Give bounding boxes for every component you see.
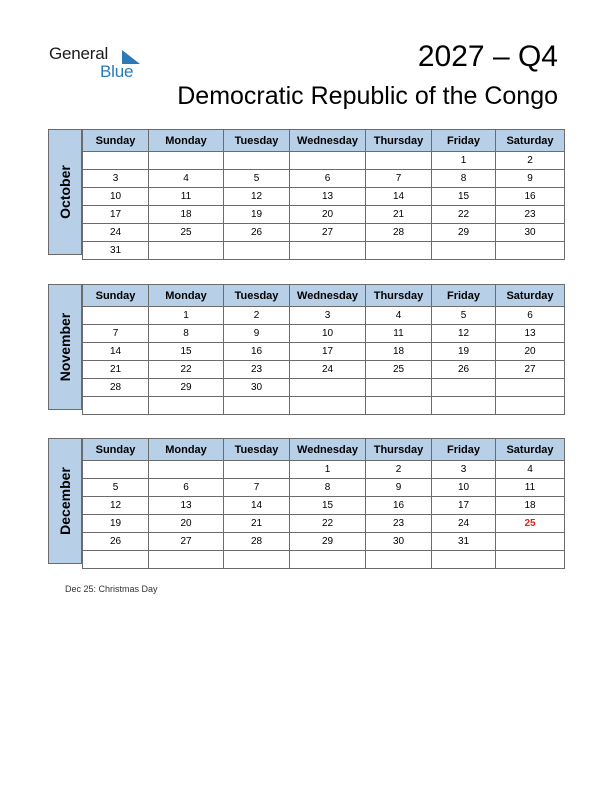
day-cell: 5: [224, 170, 290, 188]
day-cell: 24: [290, 361, 366, 379]
day-cell: 21: [83, 361, 149, 379]
day-cell: 7: [83, 325, 149, 343]
week-row: [83, 224, 565, 242]
day-cell: 22: [290, 515, 366, 533]
day-cell: 30: [224, 379, 290, 397]
day-cell: [432, 551, 496, 569]
day-cell: 14: [366, 188, 432, 206]
week-row: [83, 307, 565, 325]
weekday-header: Thursday: [366, 130, 432, 152]
week-row: [83, 533, 565, 551]
week-row: [83, 170, 565, 188]
country-name: Democratic Republic of the Congo: [177, 82, 558, 110]
day-cell: 11: [366, 325, 432, 343]
day-cell: [366, 551, 432, 569]
day-cell: 8: [149, 325, 224, 343]
weekday-header: Sunday: [83, 439, 149, 461]
day-cell: [432, 242, 496, 260]
week-row: [83, 397, 565, 415]
month-label-panel: [48, 438, 82, 564]
day-cell: [83, 397, 149, 415]
day-cell: 11: [496, 479, 565, 497]
day-cell: 9: [366, 479, 432, 497]
day-cell: [290, 551, 366, 569]
month-label-panel: [48, 284, 82, 410]
day-cell: 14: [83, 343, 149, 361]
day-cell: 20: [290, 206, 366, 224]
weekday-header: Monday: [149, 439, 224, 461]
logo-word-general: General: [49, 44, 109, 63]
month-table: [82, 129, 565, 260]
holiday-note: Dec 25: Christmas Day: [65, 584, 158, 594]
weekday-header: Saturday: [496, 285, 565, 307]
weekday-header: Thursday: [366, 439, 432, 461]
day-cell: 4: [366, 307, 432, 325]
day-cell: 3: [432, 461, 496, 479]
day-cell: 19: [224, 206, 290, 224]
month-label-panel: [48, 129, 82, 255]
day-cell: 9: [496, 170, 565, 188]
weekday-header-row: [83, 285, 565, 307]
day-cell: 6: [290, 170, 366, 188]
month-name: December: [57, 467, 73, 535]
day-cell: [290, 397, 366, 415]
day-cell: 13: [149, 497, 224, 515]
day-cell: [496, 551, 565, 569]
week-row: [83, 242, 565, 260]
day-cell: 27: [149, 533, 224, 551]
day-cell: [224, 242, 290, 260]
day-cell: 5: [83, 479, 149, 497]
day-cell: [83, 307, 149, 325]
day-cell: [149, 397, 224, 415]
weekday-header: Thursday: [366, 285, 432, 307]
day-cell: 13: [290, 188, 366, 206]
day-cell: 28: [83, 379, 149, 397]
day-cell: 8: [432, 170, 496, 188]
day-cell: 27: [496, 361, 565, 379]
weekday-header: Saturday: [496, 130, 565, 152]
day-cell: 2: [366, 461, 432, 479]
day-cell: 4: [149, 170, 224, 188]
week-row: [83, 152, 565, 170]
week-row: [83, 206, 565, 224]
weekday-header: Sunday: [83, 130, 149, 152]
day-cell: [366, 152, 432, 170]
day-cell: 10: [83, 188, 149, 206]
day-cell: 30: [496, 224, 565, 242]
day-cell: 25: [496, 515, 565, 533]
day-cell: 17: [290, 343, 366, 361]
day-cell: [432, 397, 496, 415]
day-cell: 3: [83, 170, 149, 188]
week-row: [83, 379, 565, 397]
day-cell: 7: [366, 170, 432, 188]
day-cell: 23: [496, 206, 565, 224]
day-cell: [496, 242, 565, 260]
weekday-header: Friday: [432, 130, 496, 152]
day-cell: [224, 551, 290, 569]
day-cell: 31: [83, 242, 149, 260]
weekday-header: Tuesday: [224, 439, 290, 461]
day-cell: 15: [290, 497, 366, 515]
month-name: November: [57, 312, 73, 382]
day-cell: 2: [496, 152, 565, 170]
weekday-header: Wednesday: [290, 285, 366, 307]
day-cell: 20: [496, 343, 565, 361]
weekday-header: Friday: [432, 439, 496, 461]
day-cell: 24: [83, 224, 149, 242]
week-row: [83, 497, 565, 515]
weekday-header: Sunday: [83, 285, 149, 307]
day-cell: 2: [224, 307, 290, 325]
day-cell: 19: [432, 343, 496, 361]
weekday-header: Monday: [149, 130, 224, 152]
day-cell: 15: [432, 188, 496, 206]
week-row: [83, 343, 565, 361]
day-cell: 23: [366, 515, 432, 533]
weekday-header: Wednesday: [290, 439, 366, 461]
day-cell: 21: [224, 515, 290, 533]
day-cell: [290, 379, 366, 397]
week-row: [83, 361, 565, 379]
day-cell: 1: [149, 307, 224, 325]
page-title: 2027 – Q4: [417, 40, 558, 73]
day-cell: 30: [366, 533, 432, 551]
month-name: October: [57, 165, 73, 219]
weekday-header: Monday: [149, 285, 224, 307]
weekday-header: Tuesday: [224, 285, 290, 307]
day-cell: [83, 152, 149, 170]
day-cell: 10: [290, 325, 366, 343]
day-cell: 26: [83, 533, 149, 551]
day-cell: 9: [224, 325, 290, 343]
day-cell: 17: [432, 497, 496, 515]
day-cell: 11: [149, 188, 224, 206]
week-row: [83, 325, 565, 343]
day-cell: 29: [149, 379, 224, 397]
month-table: [82, 438, 565, 569]
day-cell: 26: [432, 361, 496, 379]
day-cell: [496, 533, 565, 551]
day-cell: 15: [149, 343, 224, 361]
day-cell: 22: [432, 206, 496, 224]
day-cell: 12: [83, 497, 149, 515]
day-cell: [149, 461, 224, 479]
day-cell: 27: [290, 224, 366, 242]
day-cell: 7: [224, 479, 290, 497]
month-table: [82, 284, 565, 415]
weekday-header: Friday: [432, 285, 496, 307]
day-cell: 10: [432, 479, 496, 497]
day-cell: [496, 379, 565, 397]
generalblue-logo: [49, 44, 149, 84]
day-cell: 16: [366, 497, 432, 515]
day-cell: 6: [149, 479, 224, 497]
weekday-header: Tuesday: [224, 130, 290, 152]
weekday-header-row: [83, 439, 565, 461]
weekday-header: Wednesday: [290, 130, 366, 152]
day-cell: 18: [496, 497, 565, 515]
day-cell: 6: [496, 307, 565, 325]
day-cell: 17: [83, 206, 149, 224]
day-cell: 13: [496, 325, 565, 343]
day-cell: 23: [224, 361, 290, 379]
day-cell: 28: [224, 533, 290, 551]
weekday-header: Saturday: [496, 439, 565, 461]
day-cell: [224, 152, 290, 170]
day-cell: [432, 379, 496, 397]
day-cell: 16: [224, 343, 290, 361]
day-cell: 3: [290, 307, 366, 325]
day-cell: [83, 461, 149, 479]
day-cell: [149, 551, 224, 569]
logo-word-blue: Blue: [100, 62, 134, 81]
day-cell: 18: [366, 343, 432, 361]
day-cell: [366, 379, 432, 397]
day-cell: 25: [366, 361, 432, 379]
day-cell: [290, 242, 366, 260]
day-cell: [224, 397, 290, 415]
day-cell: [149, 242, 224, 260]
day-cell: 24: [432, 515, 496, 533]
week-row: [83, 515, 565, 533]
day-cell: 5: [432, 307, 496, 325]
day-cell: 1: [432, 152, 496, 170]
day-cell: 31: [432, 533, 496, 551]
day-cell: [496, 397, 565, 415]
day-cell: 1: [290, 461, 366, 479]
day-cell: 18: [149, 206, 224, 224]
day-cell: 29: [432, 224, 496, 242]
day-cell: 8: [290, 479, 366, 497]
day-cell: 12: [224, 188, 290, 206]
week-row: [83, 188, 565, 206]
day-cell: 22: [149, 361, 224, 379]
day-cell: 16: [496, 188, 565, 206]
day-cell: [83, 551, 149, 569]
day-cell: 21: [366, 206, 432, 224]
day-cell: [366, 397, 432, 415]
day-cell: 25: [149, 224, 224, 242]
week-row: [83, 479, 565, 497]
day-cell: 19: [83, 515, 149, 533]
day-cell: 28: [366, 224, 432, 242]
weekday-header-row: [83, 130, 565, 152]
day-cell: 14: [224, 497, 290, 515]
day-cell: [366, 242, 432, 260]
day-cell: [149, 152, 224, 170]
day-cell: [290, 152, 366, 170]
week-row: [83, 461, 565, 479]
day-cell: 20: [149, 515, 224, 533]
day-cell: 4: [496, 461, 565, 479]
day-cell: 26: [224, 224, 290, 242]
day-cell: 12: [432, 325, 496, 343]
day-cell: 29: [290, 533, 366, 551]
week-row: [83, 551, 565, 569]
day-cell: [224, 461, 290, 479]
